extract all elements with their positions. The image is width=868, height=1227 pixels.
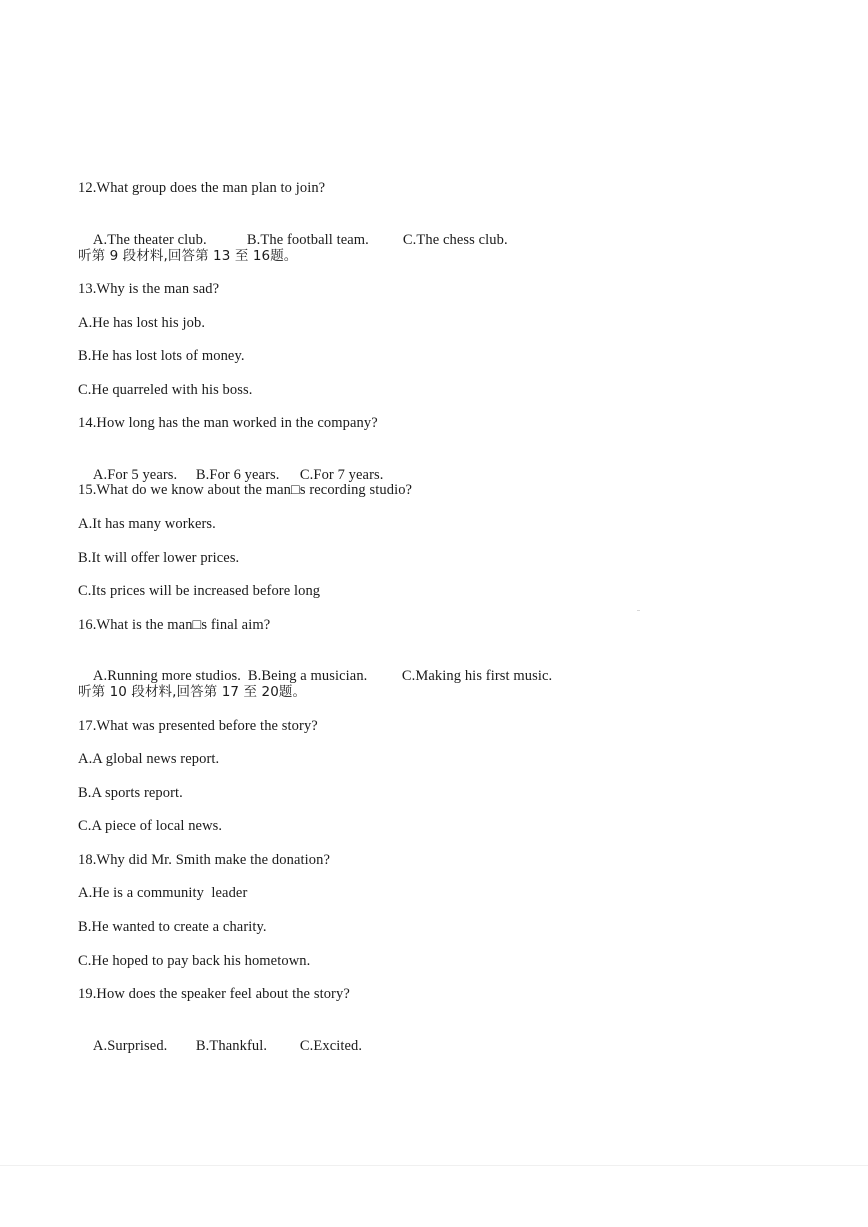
question-16: 16.What is the man□s final aim? [78,617,271,633]
question-17-option-a: A.A global news report. [78,751,220,767]
question-17-option-c: C.A piece of local news. [78,818,223,834]
question-19: 19.How does the speaker feel about the story? [78,986,350,1002]
question-17-option-b: B.A sports report. [78,785,183,801]
question-14: 14.How long has the man worked in the company? [78,415,378,431]
option-a: A.Surprised. [92,1038,168,1054]
option-b: B.The football team. [246,232,369,248]
question-18-option-b: B.He wanted to create a charity. [78,919,267,935]
scan-speck [637,610,640,611]
question-15-option-c: C.Its prices will be increased before long [78,583,321,599]
section-10-instruction: 听第 10 段材料,回答第 17 至 20题。 [78,684,307,700]
question-19-options [78,1019,362,1073]
question-13-option-c: C.He quarreled with his boss. [78,382,253,398]
question-13: 13.Why is the man sad? [78,281,220,297]
option-c: C.For 7 years. [299,467,384,483]
option-c: C.Excited. [299,1038,363,1054]
question-18-option-a: A.He is a community leader [78,885,248,901]
option-b: B.Thankful. [195,1038,268,1054]
question-13-option-b: B.He has lost lots of money. [78,348,245,364]
question-15-option-a: A.It has many workers. [78,516,216,532]
option-b: B.Being a musician. [247,668,368,684]
section-9-instruction: 听第 9 段材料,回答第 13 至 16题。 [78,248,298,264]
option-a: A.The theater club. [92,232,207,248]
question-15: 15.What do we know about the man□s recording studio? [78,482,413,498]
page-bottom-edge [0,1165,868,1166]
question-13-option-a: A.He has lost his job. [78,315,206,331]
option-c: C.Making his first music. [401,668,553,684]
question-17: 17.What was presented before the story? [78,718,318,734]
option-a: A.Running more studios. [92,668,242,684]
question-15-option-b: B.It will offer lower prices. [78,550,240,566]
question-18: 18.Why did Mr. Smith make the donation? [78,852,330,868]
option-b: B.For 6 years. [195,467,280,483]
question-18-option-c: C.He hoped to pay back his hometown. [78,953,311,969]
question-12: 12.What group does the man plan to join? [78,180,326,196]
option-a: A.For 5 years. [92,467,178,483]
option-c: C.The chess club. [402,232,508,248]
